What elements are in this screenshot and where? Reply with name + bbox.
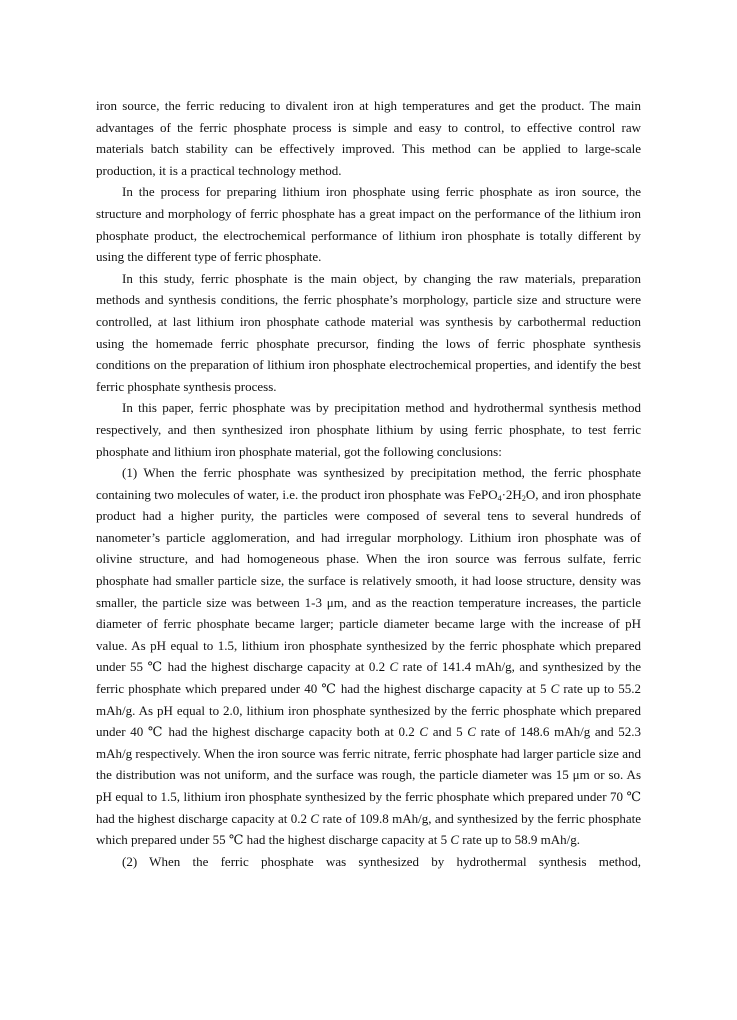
text-run: (1) When the ferric phosphate was synthesized by precipitation method, the ferric phosphate containing two molecules of water, i.e. the product iron phosphate was FePO: [96, 465, 641, 502]
italic-symbol: C: [419, 724, 429, 740]
body-paragraph: [96, 268, 641, 398]
text-run: rate of 148.6 mAh/g and 52.3 mAh/g respectively. When the iron source was ferric nitrate, ferric phosphate had larger particle size and the distribution was not uniform, and the surface was rough, the particle diameter was 15 μm or so. As pH equal to 1.5, lithium iron phosphate synthesized by the ferric phosphate which prepared under 70 ℃ had the highest discharge capacity at 0.2: [96, 724, 641, 826]
italic-symbol: C: [467, 724, 476, 740]
body-paragraph: [96, 462, 641, 851]
text-run: rate up to 55.2 mAh/g. As pH equal to 2.0, lithium iron phosphate synthesized by the ferric phosphate which prepared under 40 ℃ had the highest discharge capacity both at 0.2: [96, 681, 642, 740]
text-run: O, and iron phosphate product had a higher purity, the particles were composed of several tens to several hundreds of nanometer’s particle agglomeration, and had irregular morphology. Lithium iron phosphate was of olivine structure, and had homogeneous phase. When the iron source was ferrous sulfate, ferric phosphate had smaller particle size, the surface is relatively smooth, it had loose structure, density was smaller, the particle size was between 1-3 μm, and as the reaction temperature increases, the particle diameter of ferric phosphate became larger; particle diameter became large with the increase of pH value. As pH equal to 1.5, lithium iron phosphate synthesized by the ferric phosphate which prepared under 55 ℃ had the highest discharge capacity at 0.2: [96, 486, 641, 675]
italic-symbol: C: [450, 832, 460, 848]
italic-symbol: C: [389, 659, 399, 675]
document-page: [96, 95, 641, 872]
body-paragraph: [96, 181, 641, 267]
text-run: In this study, ferric phosphate is the main object, by changing the raw materials, preparation methods and synthesis conditions, the ferric phosphate’s morphology, particle size and structure were controlled, at last lithium iron phosphate cathode material was synthesis by carbothermal reduction using the homemade ferric phosphate precursor, finding the lows of ferric phosphate synthesis conditions on the preparation of lithium iron phosphate electrochemical properties, and identify the best ferric phosphate synthesis process.: [96, 270, 641, 394]
body-paragraph: [96, 397, 641, 462]
text-run: and 5: [428, 724, 468, 740]
text-run: In the process for preparing lithium iron phosphate using ferric phosphate as iron source, the structure and morphology of ferric phosphate has a great impact on the performance of the lithium iron phosphate product, the electrochemical performance of lithium iron phosphate is totally different by using the different type of ferric phosphate.: [96, 184, 641, 265]
text-run: iron source, the ferric reducing to divalent iron at high temperatures and get the product. The main advantages of the ferric phosphate process is simple and easy to control, to effective control raw materials batch stability can be effectively improved. This method can be applied to large-scale production, it is a practical technology method.: [96, 98, 641, 178]
subscript: 4: [497, 493, 502, 503]
text-run: ·2H: [501, 486, 522, 502]
subscript: 2: [521, 493, 526, 503]
text-run: rate of 109.8 mAh/g, and synthesized by the ferric phosphate which prepared under 55 ℃ had the highest discharge capacity at 5: [96, 810, 641, 848]
italic-symbol: C: [310, 810, 320, 826]
italic-symbol: C: [550, 681, 560, 697]
body-paragraph: [96, 95, 641, 181]
text-run: rate up to 58.9 mAh/g.: [459, 832, 580, 848]
text-run: In this paper, ferric phosphate was by precipitation method and hydrothermal synthesis method respectively, and then synthesized iron phosphate lithium by using ferric phosphate, to test ferric phosphate and lithium iron phosphate material, got the following conclusions:: [96, 400, 641, 459]
text-run: rate of 141.4 mAh/g, and synthesized by the ferric phosphate which prepared under 40 ℃ had the highest discharge capacity at 5: [96, 659, 642, 697]
body-paragraph: [96, 851, 641, 873]
text-run: (2) When the ferric phosphate was synthesized by hydrothermal synthesis method,: [122, 853, 641, 869]
